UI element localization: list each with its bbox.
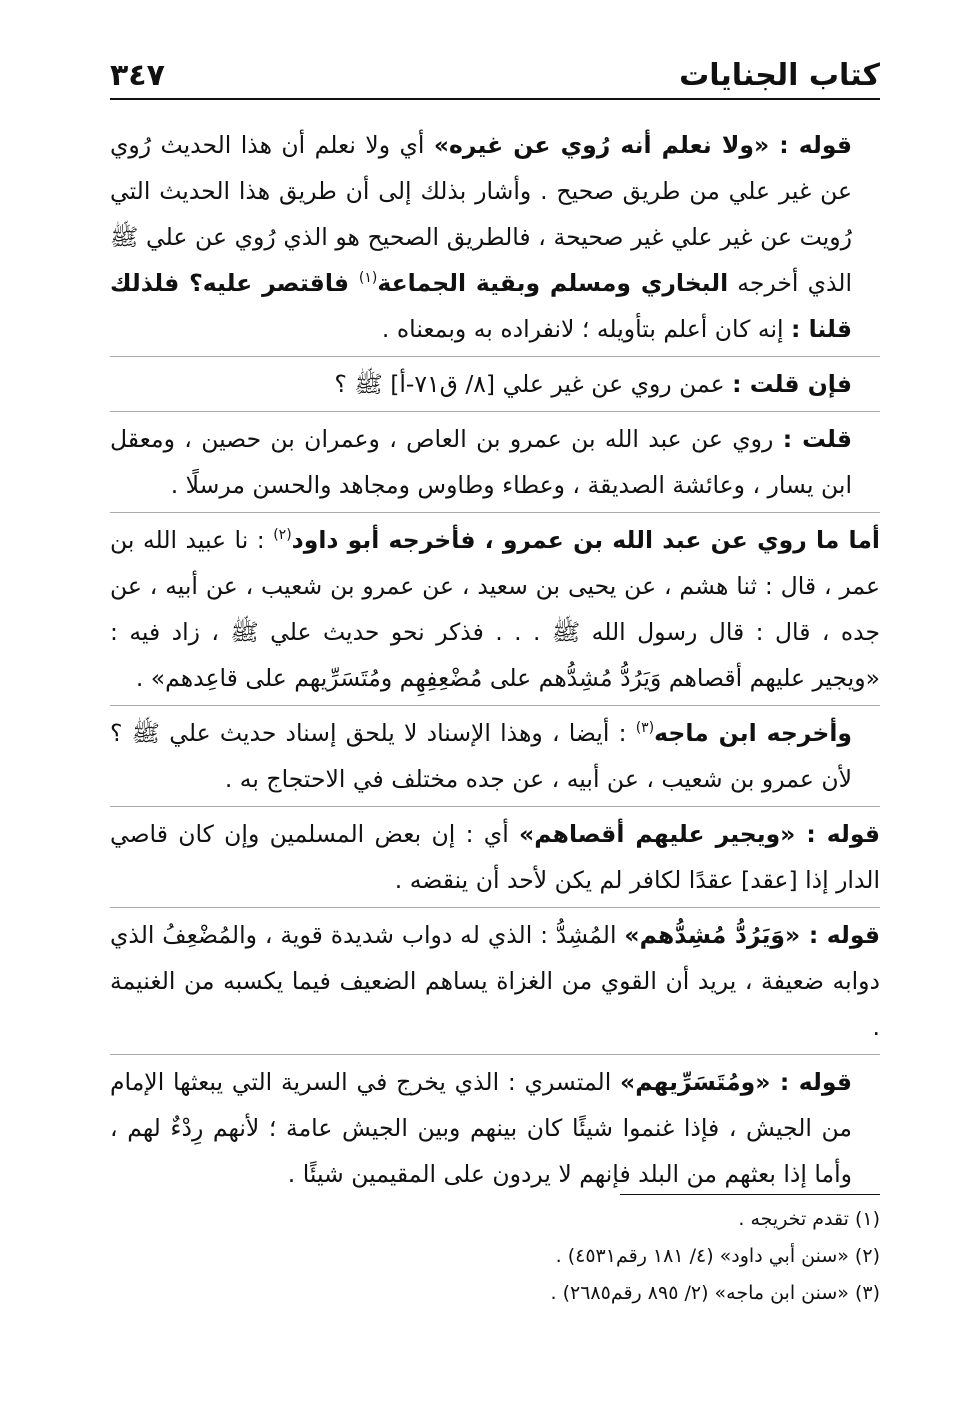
page-header xyxy=(110,52,880,100)
bold-lead: قوله : «ولا نعلم أنه رُوي عن غيره» xyxy=(433,131,852,159)
paragraph-text: : أيضا ، وهذا الإسناد لا يلحق إسناد حديث علي ﷺ ؟ لأن عمرو بن شعيب ، عن أبيه ، عن جده مختلف في الاحتجاج به . xyxy=(110,719,852,793)
footnote-2: (٢) «سنن أبي داود» (٤/ ١٨١ رقم٤٥٣١) . xyxy=(555,1245,880,1267)
bold-lead: قلت : xyxy=(782,425,853,453)
paragraph-7 xyxy=(110,907,880,1050)
paragraph-6 xyxy=(110,806,880,903)
paragraph-text: عمن روي عن غير علي [٨/ ق٧١-أ] ﷺ ؟ xyxy=(334,370,733,398)
paragraph-text: أي ولا نعلم أن هذا الحديث رُوي عن غير علي من طريق صحيح . وأشار بذلك إلى أن طريق هذا الحديث التي رُويت عن غير علي غير صحيحة ، فالطريق الصحيح هو الذي رُوي عن علي ﷺ الذي أخرجه xyxy=(110,131,852,297)
paragraph-text: المتسري : الذي يخرج في السرية التي يبعثها الإمام من الجيش ، فإذا غنموا شيئًا كان بينهم وبين الجيش عامة ؛ لأنهم رِدْءٌ لهم ، وأما إذا بعثهم من البلد فإنهم لا يردون على المقيمين شيئًا . xyxy=(110,1068,852,1188)
paragraph-2 xyxy=(110,356,880,407)
paragraph-1 xyxy=(110,122,880,352)
bold-phrase: البخاري ومسلم وبقية الجماعة xyxy=(377,269,729,297)
main-text xyxy=(110,122,880,1197)
bold-lead: قوله : «ويجير عليهم أقصاهم» xyxy=(519,820,880,848)
footnote-ref: (٢) xyxy=(273,527,292,544)
footnotes xyxy=(110,1194,880,1312)
bold-lead: أما ما روي عن عبد الله بن عمرو ، فأخرجه أبو داود xyxy=(291,526,880,554)
paragraph-8 xyxy=(110,1054,880,1197)
paragraph-text: روي عن عبد الله بن عمرو بن العاص ، وعمران بن حصين ، ومعقل ابن يسار ، وعائشة الصديقة ، وعطاء وطاوس ومجاهد والحسن مرسلًا . xyxy=(110,425,852,499)
paragraph-5 xyxy=(110,705,880,802)
bold-phrase: فاقتصر عليه؟ فلذلك قلنا : xyxy=(110,269,852,343)
page-number: ٣٤٧ xyxy=(110,58,165,93)
footnote-ref: (٣) xyxy=(635,720,655,737)
bold-lead: فإن قلت : xyxy=(732,370,852,398)
bold-lead: قوله : «ومُتَسَرِّيهم» xyxy=(620,1068,852,1096)
paragraph-text: إنه كان أعلم بتأويله ؛ لانفراده به وبمعناه . xyxy=(381,315,792,343)
paragraph-text: أي : إن بعض المسلمين وإن كان قاصي الدار إذا [عقد] عقدًا لكافر لم يكن لأحد أن ينقضه . xyxy=(110,820,880,894)
footnote-ref: (١) xyxy=(358,270,378,287)
paragraph-4 xyxy=(110,512,880,701)
bold-lead: وأخرجه ابن ماجه xyxy=(654,719,853,747)
footnote-divider xyxy=(620,1194,880,1195)
paragraph-text: : نا عبيد الله بن عمر ، قال : ثنا هشم ، عن يحيى بن سعيد ، عن عمرو بن شعيب ، عن أبيه ، عن جده ، قال : قال رسول الله ﷺ . . . فذكر نحو حديث علي ﷺ ، زاد فيه : «ويجير عليهم أقصاهم وَيَرُدُّ مُشِدُّهم على مُضْعِفِهِم ومُتَسَرِّيهم على قاعِدهم» . xyxy=(110,526,880,692)
page xyxy=(110,52,881,1304)
bold-lead: قوله : «وَيَرُدُّ مُشِدُّهم» xyxy=(624,921,881,949)
footnote-3: (٣) «سنن ابن ماجه» (٢/ ٨٩٥ رقم٢٦٨٥) . xyxy=(550,1282,880,1304)
paragraph-3 xyxy=(110,411,880,508)
footnote-1: (١) تقدم تخريجه . xyxy=(738,1208,880,1230)
paragraph-text: المُشِدُّ : الذي له دواب شديدة قوية ، والمُضْعِفُ الذي دوابه ضعيفة ، يريد أن القوي من الغزاة يساهم الضعيف فيما يكسبه من الغنيمة . xyxy=(110,921,880,1041)
book-title: كتاب الجنايات xyxy=(679,58,880,93)
